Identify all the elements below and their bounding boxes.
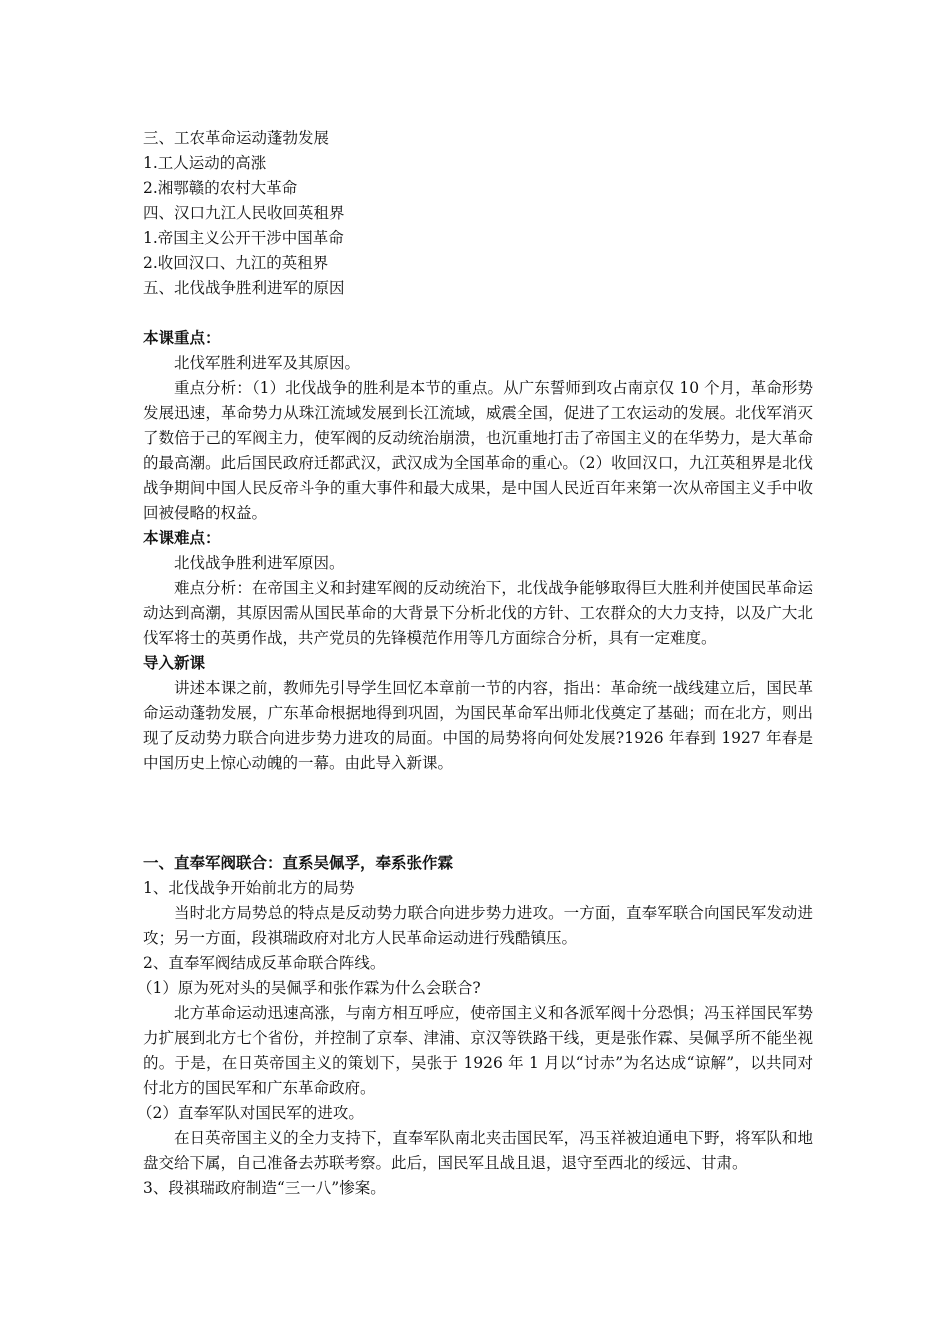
section-one-question-2-text: 在日英帝国主义的全力支持下，直奉军队南北夹击国民军，冯玉祥被迫通电下野，将军队和地盘交给下属，自己准备去苏联考察。此后，国民军且战且退，退守至西北的绥远、甘肃。 — [143, 1129, 813, 1172]
section-one-item-1: 1、北伐战争开始前北方的局势 — [143, 879, 355, 897]
spacer — [143, 301, 813, 326]
section-one — [137, 851, 813, 1201]
outline-list — [143, 126, 813, 301]
key-point-summary: 北伐军胜利进军及其原因。 — [174, 354, 361, 372]
outline-item: 三、工农革命运动蓬勃发展 — [143, 129, 330, 147]
difficult-point-analysis: 难点分析：在帝国主义和封建军阀的反动统治下，北伐战争能够取得巨大胜利并使国民革命运动达到高潮，其原因需从国民革命的大背景下分析北伐的方针、工农群众的大力支持，以及广大北伐军将士的英勇作战，共产党员的先锋模范作用等几方面综合分析，具有一定难度。 — [143, 579, 813, 647]
section-one-question-1-text: 北方革命运动迅速高涨，与南方相互呼应，使帝国主义和各派军阀十分恐惧；冯玉祥国民军势力扩展到北方七个省份，并控制了京奉、津浦、京汉等铁路干线，更是张作霖、吴佩孚所不能坐视的。于是，在日英帝国主义的策划下，吴张于 1926 年 1 月以“讨赤”为名达成“谅解”，以共同对付北方的国民军和广东革命政府。 — [143, 1004, 813, 1097]
outline-item: 2.收回汉口、九江的英租界 — [143, 254, 329, 272]
outline-item: 五、北伐战争胜利进军的原因 — [143, 279, 345, 297]
key-point-heading: 本课重点： — [143, 329, 221, 347]
intro-section — [143, 651, 813, 776]
difficult-point-heading: 本课难点： — [143, 529, 221, 547]
outline-item: 1.工人运动的高涨 — [143, 154, 267, 172]
section-one-question-2: （2）直奉军队对国民军的进攻。 — [137, 1104, 364, 1122]
outline-item: 2.湘鄂赣的农村大革命 — [143, 179, 298, 197]
section-one-item-1-text: 当时北方局势总的特点是反动势力联合向进步势力进攻。一方面，直奉军联合向国民军发动进攻；另一方面，段祺瑞政府对北方人民革命运动进行残酷镇压。 — [143, 904, 813, 947]
spacer — [143, 776, 813, 851]
key-point-analysis: 重点分析：（1）北伐战争的胜利是本节的重点。从广东誓师到攻占南京仅 10 个月，革命形势发展迅速，革命势力从珠江流域发展到长江流域，威震全国，促进了工农运动的发展。北伐军消灭了数倍于己的军阀主力，使军阀的反动统治崩溃，也沉重地打击了帝国主义的在华势力，是大革命的最高潮。此后国民政府迁都武汉，武汉成为全国革命的重心。（2）收回汉口，九江英租界是北伐战争期间中国人民反帝斗争的重大事件和最大成果，是中国人民近百年来第一次从帝国主义手中收回被侵略的权益。 — [143, 379, 813, 522]
section-one-item-3: 3、段祺瑞政府制造“三一八”惨案。 — [143, 1179, 386, 1197]
document-body — [137, 126, 813, 1201]
difficult-point-summary: 北伐战争胜利进军原因。 — [174, 554, 345, 572]
section-one-item-2: 2、直奉军阀结成反革命联合阵线。 — [143, 954, 386, 972]
intro-text: 讲述本课之前，教师先引导学生回忆本章前一节的内容，指出：革命统一战线建立后，国民革命运动蓬勃发展，广东革命根据地得到巩固，为国民革命军出师北伐奠定了基础；而在北方，则出现了反动势力联合向进步势力进攻的局面。中国的局势将向何处发展?1926 年春到 1927 年春是中国历史上惊心动魄的一幕。由此导入新课。 — [143, 679, 813, 772]
outline-item: 四、汉口九江人民收回英租界 — [143, 204, 345, 222]
intro-heading: 导入新课 — [143, 654, 206, 672]
difficult-point-section — [143, 526, 813, 651]
outline-item: 1.帝国主义公开干涉中国革命 — [143, 229, 344, 247]
section-one-title: 一、直奉军阀联合：直系吴佩孚，奉系张作霖 — [143, 854, 454, 872]
section-one-question-1: （1）原为死对头的吴佩孚和张作霖为什么会联合? — [137, 979, 481, 997]
key-point-section — [143, 326, 813, 526]
